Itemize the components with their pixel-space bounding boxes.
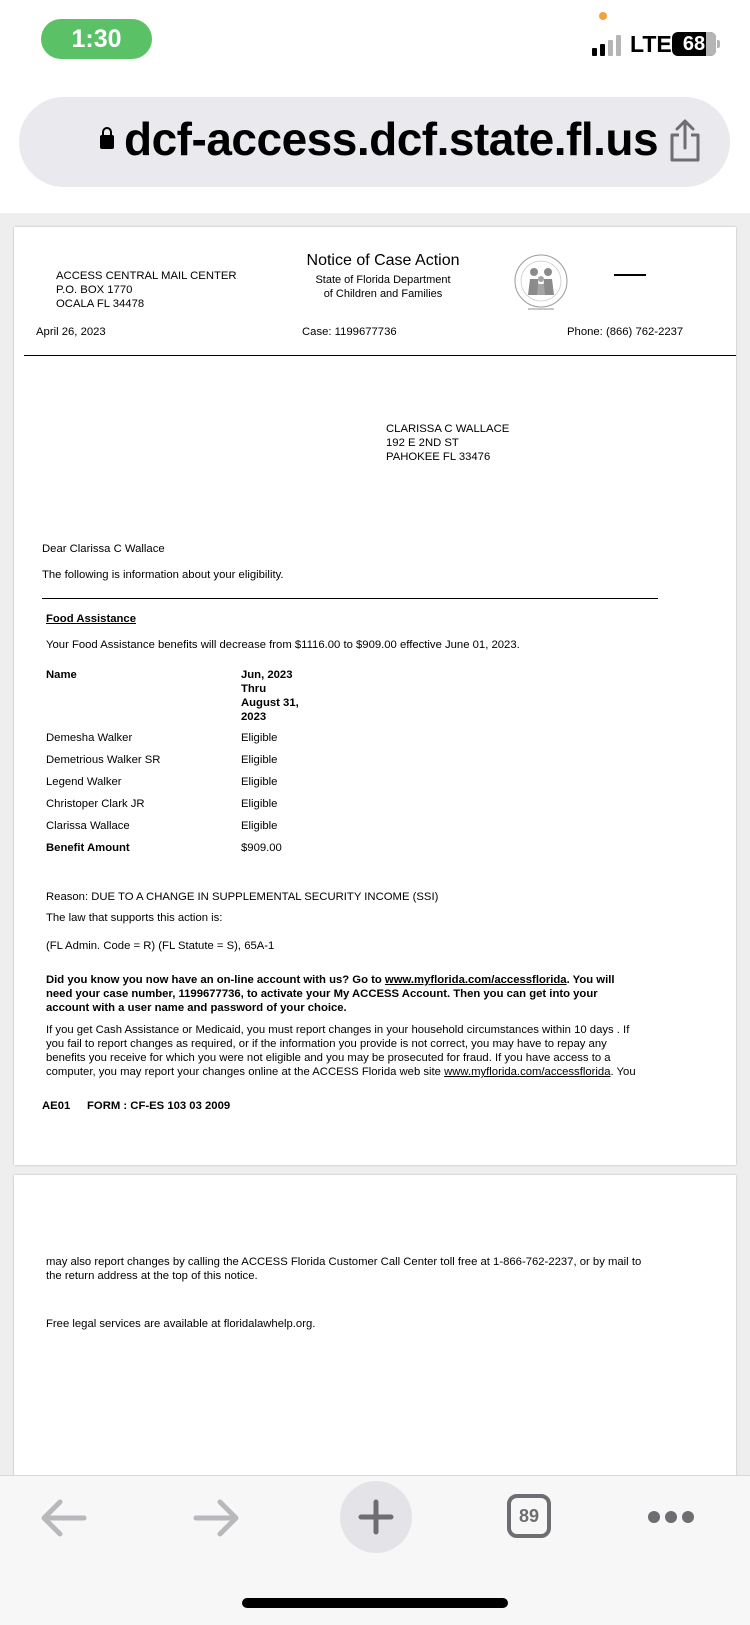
- notice-date: April 26, 2023: [36, 326, 106, 338]
- table-row-status: Eligible: [241, 754, 278, 766]
- case-number: Case: 1199677736: [302, 326, 397, 338]
- url-text[interactable]: dcf-access.dcf.state.fl.us: [124, 113, 659, 165]
- legal-services-text: Free legal services are available at floridalawhelp.org.: [46, 1318, 316, 1330]
- dcf-seal-logo: [510, 251, 572, 313]
- table-row-status: Eligible: [241, 732, 278, 744]
- header-dash: [614, 274, 646, 276]
- online-account-line-2: need your case number, 1199677736, to activate your My ACCESS Account. Then you can get into your: [46, 988, 598, 1000]
- battery-tip: [717, 40, 720, 48]
- greeting: Dear Clarissa C Wallace: [42, 543, 165, 555]
- table-header-period-2: Thru: [241, 683, 267, 695]
- home-indicator: [242, 1598, 508, 1608]
- agency-line-2: of Children and Families: [323, 288, 443, 300]
- sender-line-2: P.O. BOX 1770: [56, 284, 133, 296]
- recipient-city: PAHOKEE FL 33476: [386, 451, 491, 463]
- table-row-status: Eligible: [241, 820, 278, 832]
- benefit-amount-label: Benefit Amount: [46, 842, 130, 854]
- battery-level: 68: [682, 33, 706, 55]
- document-page-2: [14, 1175, 736, 1475]
- share-icon[interactable]: [668, 118, 702, 162]
- network-type: LTE: [630, 31, 672, 57]
- report-changes-line-1: If you get Cash Assistance or Medicaid, you must report changes in your household circumstances within 10 days . If: [46, 1024, 630, 1036]
- intro-divider: [42, 598, 658, 599]
- table-header-period-4: 2023: [241, 711, 267, 723]
- document-page-1: [14, 227, 736, 1165]
- accessflorida-link[interactable]: www.myflorida.com/accessflorida: [384, 974, 567, 986]
- battery-icon: [672, 32, 716, 56]
- plus-icon: [358, 1499, 394, 1535]
- benefit-amount-value: $909.00: [241, 842, 282, 854]
- header-divider: [24, 355, 736, 356]
- lock-icon: [100, 135, 114, 149]
- notice-title: Notice of Case Action: [306, 252, 460, 269]
- law-citation: (FL Admin. Code = R) (FL Statute = S), 65A-1: [46, 940, 275, 952]
- table-row-status: Eligible: [241, 798, 278, 810]
- table-header-period-1: Jun, 2023: [241, 669, 293, 681]
- online-account-line-3: account with a user name and password of your choice.: [46, 1002, 347, 1014]
- change-statement: Your Food Assistance benefits will decrease from $1116.00 to $909.00 effective June 01, 2023.: [46, 639, 520, 651]
- accessflorida-link[interactable]: www.myflorida.com/accessflorida: [444, 1066, 611, 1078]
- table-row-name: Demetrious Walker SR: [46, 754, 161, 766]
- pdf-viewer[interactable]: [0, 213, 750, 1475]
- status-bar: [0, 0, 750, 82]
- recipient-name: CLARISSA C WALLACE: [386, 423, 510, 435]
- table-row-name: Christoper Clark JR: [46, 798, 145, 810]
- table-row-status: Eligible: [241, 776, 278, 788]
- form-code: AE01: [42, 1100, 71, 1112]
- sender-line-3: OCALA FL 34478: [56, 298, 145, 310]
- reason-text: Reason: DUE TO A CHANGE IN SUPPLEMENTAL SECURITY INCOME (SSI): [46, 891, 439, 903]
- intro-text: The following is information about your eligibility.: [42, 569, 284, 581]
- table-header-name: Name: [46, 669, 77, 681]
- table-row-name: Demesha Walker: [46, 732, 133, 744]
- table-row-name: Clarissa Wallace: [46, 820, 130, 832]
- page2-line-1: may also report changes by calling the ACCESS Florida Customer Call Center toll free at 1-866-762-2237, or by mail to: [46, 1256, 642, 1268]
- new-tab-button[interactable]: [340, 1481, 412, 1553]
- section-title: Food Assistance: [46, 613, 136, 625]
- back-arrow-icon[interactable]: [38, 1496, 88, 1540]
- report-changes-line-2: you fail to report changes as required, or if the information you provide is not correct, you may have to repay any: [46, 1038, 607, 1050]
- table-row-name: Legend Walker: [46, 776, 122, 788]
- form-id: FORM : CF-ES 103 03 2009: [87, 1100, 231, 1112]
- law-intro: The law that supports this action is:: [46, 912, 223, 924]
- phone-number: Phone: (866) 762-2237: [567, 326, 684, 338]
- sender-line-1: ACCESS CENTRAL MAIL CENTER: [56, 270, 237, 282]
- recipient-street: 192 E 2ND ST: [386, 437, 459, 449]
- privacy-indicator: [599, 12, 607, 20]
- tabs-button[interactable]: 89: [507, 1494, 551, 1538]
- signal-icon: [592, 34, 628, 56]
- agency-line-1: State of Florida Department: [315, 274, 451, 286]
- report-changes-line-3: benefits you receive for which you were not eligible and you may be prosecuted for fraud. If you have access to a: [46, 1052, 611, 1064]
- report-changes-line-4: computer, you may report your changes online at the ACCESS Florida web site www.myflorida.com/accessflorida. You: [46, 1066, 636, 1078]
- more-options-icon[interactable]: [646, 1509, 696, 1525]
- table-header-period-3: August 31,: [241, 697, 299, 709]
- online-account-line-1: Did you know you now have an on-line account with us? Go to www.myflorida.com/accessflorida. You will: [46, 974, 615, 986]
- page2-line-2: the return address at the top of this notice.: [46, 1270, 258, 1282]
- status-time: 1:30: [41, 19, 152, 59]
- forward-arrow-icon[interactable]: [192, 1496, 242, 1540]
